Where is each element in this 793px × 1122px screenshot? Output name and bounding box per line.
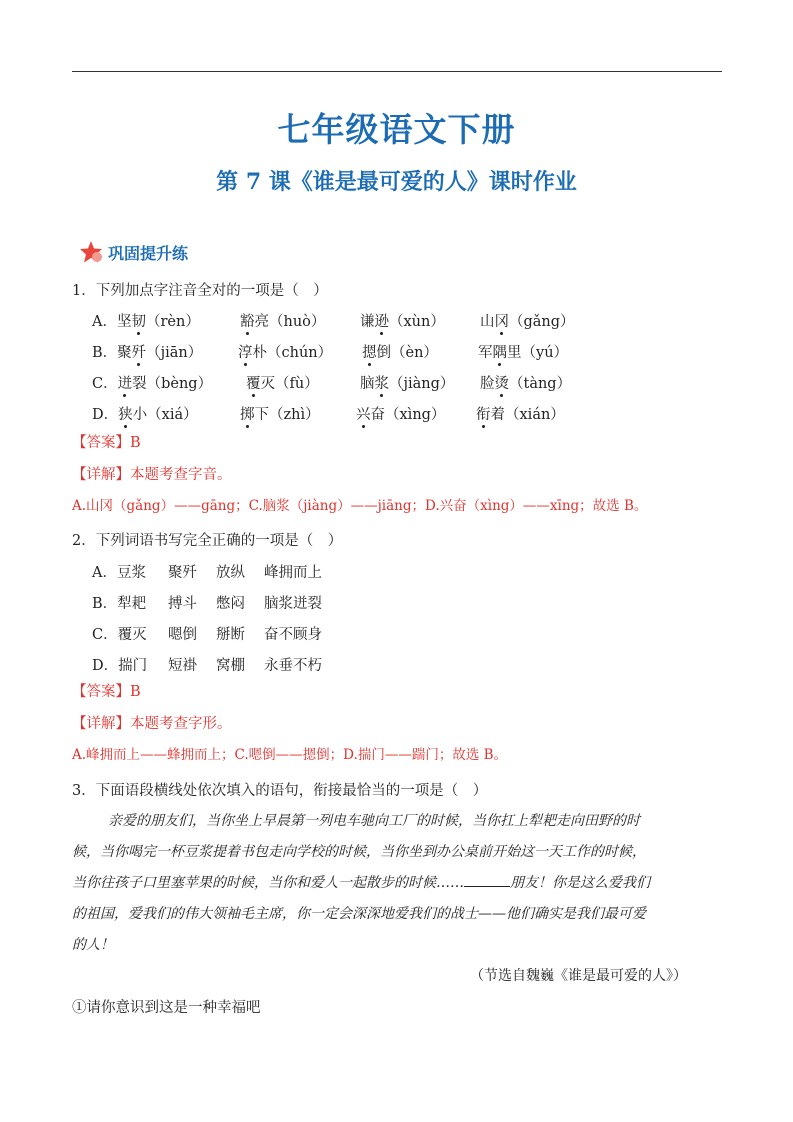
star-icon <box>80 240 104 264</box>
q1-option: 摁倒（èn） <box>362 345 438 361</box>
q1-option: 脸烫（tàng） <box>480 376 572 392</box>
q1-answer: 【答案】B <box>72 435 141 451</box>
q2-detail: A.峰拥而上——蜂拥而上；C.嗯倒——摁倒；D.揣门——踹门；故选 B。 <box>72 747 508 763</box>
q2-stem: 2．下列词语书写完全正确的一项是（ ） <box>72 533 343 549</box>
q1-option: A．坚韧（rèn） <box>92 314 200 330</box>
header-rule <box>72 71 722 72</box>
q2-option: 峰拥而上 <box>264 565 322 581</box>
page-title: 七年级语文下册 <box>277 110 516 149</box>
q1-option: 衔着（xián） <box>476 407 565 423</box>
q2-option: A．豆浆 <box>92 565 146 581</box>
section-label: 巩固提升练 <box>108 243 189 263</box>
q3-stem: 3．下面语段横线处依次填入的语句，衔接最恰当的一项是（ ） <box>72 783 488 799</box>
q1-option: 山冈（gǎng） <box>480 314 575 330</box>
q2-option: D．揣门 <box>92 658 148 674</box>
q3-passage-text: 当你往孩子口里塞苹果的时候，当你和爱人一起散步的时候…… <box>72 875 464 891</box>
fill-blank <box>464 872 510 887</box>
q2-option: 搏斗 <box>168 596 197 612</box>
q1-option: 掷下（zhì） <box>240 407 320 423</box>
q1-option: D．狭小（xiá） <box>92 407 198 423</box>
q3-passage-line: 候，当你喝完一杯豆浆提着书包走向学校的时候，当你坐到办公桌前开始这一天工作的时候， <box>72 844 646 860</box>
page-subtitle: 第 7 课《谁是最可爱的人》课时作业 <box>216 169 577 195</box>
q3-source: （节选自魏巍《谁是最可爱的人》） <box>470 968 687 984</box>
q3-option-1: ①请你意识到这是一种幸福吧 <box>72 1000 261 1016</box>
q2-option: 短褂 <box>168 658 197 674</box>
q3-passage-text: 朋友！你是这么爱我们 <box>510 875 650 891</box>
q1-option: 脑浆（jiàng） <box>360 376 455 392</box>
q2-option: 憋闷 <box>216 596 245 612</box>
q1-option: 军隅里（yú） <box>478 345 569 361</box>
q1-detail: A.山冈（gǎng）——gāng；C.脑浆（jiàng）——jiāng；D.兴奋（xìng）——xīng；故选 B。 <box>72 498 648 514</box>
q1-option: 兴奋（xìng） <box>356 407 446 423</box>
q2-option: 永垂不朽 <box>264 658 322 674</box>
q2-option: B．犁耙 <box>92 596 147 612</box>
q1-option: B．聚歼（jiān） <box>92 345 203 361</box>
q2-option: C．覆灭 <box>92 627 147 643</box>
q1-option: 覆灭（fù） <box>246 376 319 392</box>
section-heading <box>80 240 188 264</box>
q2-answer: 【答案】B <box>72 684 141 700</box>
q2-explain: 【详解】本题考查字形。 <box>72 716 232 732</box>
q1-stem: 1．下列加点字注音全对的一项是（ ） <box>72 283 328 299</box>
q1-explain: 【详解】本题考查字音。 <box>72 467 232 483</box>
q1-option: 谦逊（xùn） <box>360 314 445 330</box>
q1-option: 豁亮（huò） <box>240 314 326 330</box>
q3-passage-line <box>72 872 650 892</box>
q1-option: 淳朴（chún） <box>238 345 333 361</box>
q1-option: C．迸裂（bèng） <box>92 376 213 392</box>
q3-passage-line: 亲爱的朋友们，当你坐上早晨第一列电车驰向工厂的时候，当你扛上犁耙走向田野的时 <box>108 813 640 829</box>
q2-option: 奋不顾身 <box>264 627 322 643</box>
q2-option: 掰断 <box>216 627 245 643</box>
q2-option: 窝棚 <box>216 658 245 674</box>
q3-passage-line: 的人！ <box>72 937 114 953</box>
q2-option: 放纵 <box>216 565 245 581</box>
q2-option: 聚歼 <box>168 565 197 581</box>
q3-passage-line: 的祖国，爱我们的伟大领袖毛主席，你一定会深深地爱我们的战士——他们确实是我们最可爱 <box>72 906 646 922</box>
q2-option: 脑浆迸裂 <box>264 596 322 612</box>
q2-option: 嗯倒 <box>168 627 197 643</box>
